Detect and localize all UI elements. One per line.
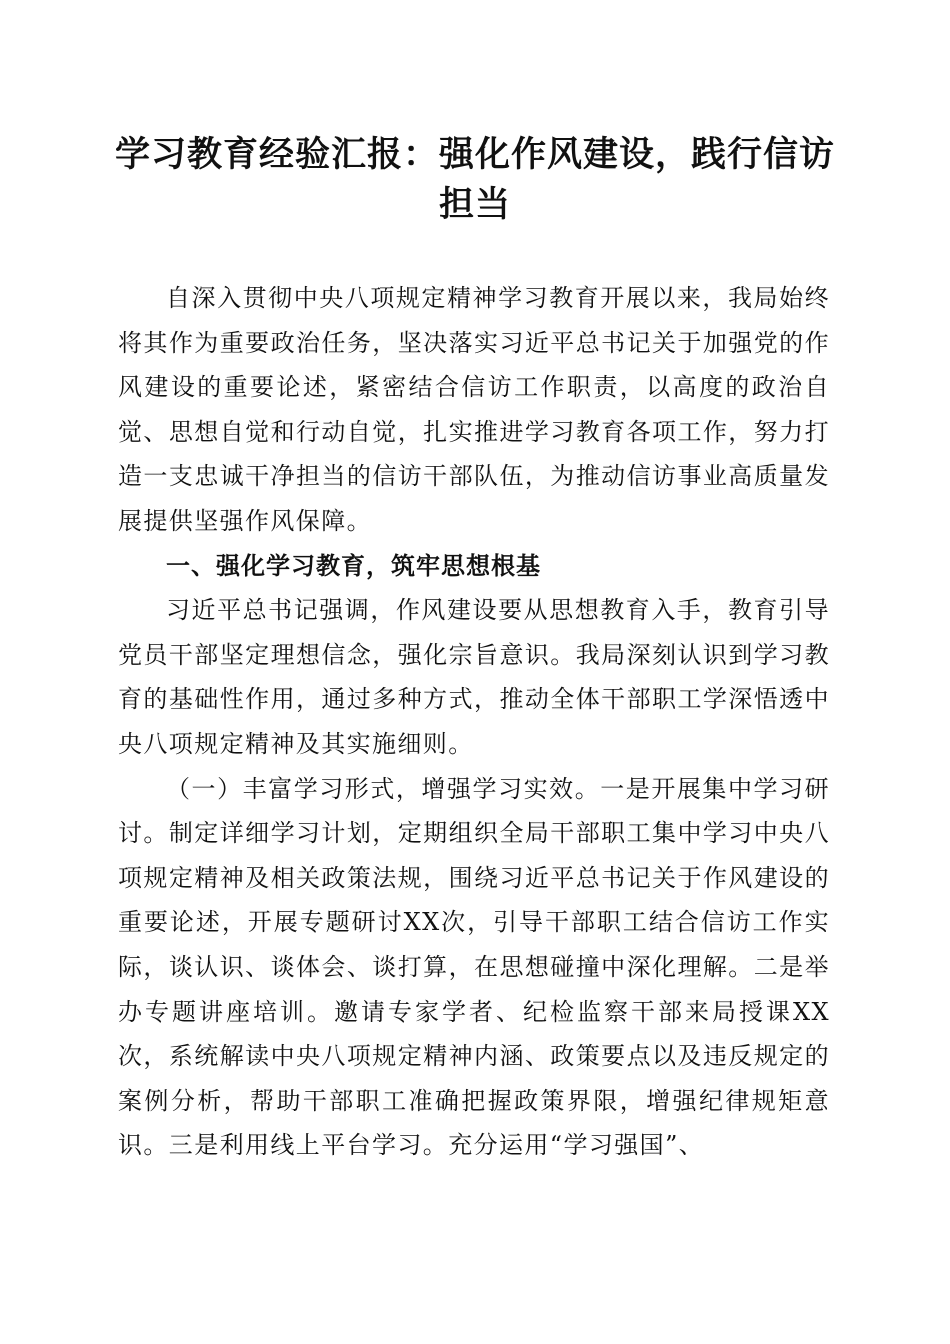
body-paragraph: （一）丰富学习形式，增强学习实效。一是开展集中学习研讨。制定详细学习计划，定期组织全局干部职工集中学习中央八项规定精神及相关政策法规，围绕习近平总书记关于作风建设的重要论述，开展专题研讨XX次，引导干部职工结合信访工作实际，谈认识、谈体会、谈打算，在思想碰撞中深化理解。二是举办专题讲座培训。邀请专家学者、纪检监察干部来局授课XX次，系统解读中央八项规定精神内涵、政策要点以及违反规定的案例分析，帮助干部职工准确把握政策界限，增强纪律规矩意识。三是利用线上平台学习。充分运用“学习强国”、: [118, 774, 830, 1160]
section-heading: 一、强化学习教育，筑牢思想根基: [166, 551, 541, 580]
document-title: 学习教育经验汇报：强化作风建设，践行信访担当: [114, 134, 835, 225]
body-paragraph: 习近平总书记强调，作风建设要从思想教育入手，教育引导党员干部坚定理想信念，强化宗旨意识。我局深刻认识到学习教育的基础性作用，通过多种方式，推动全体干部职工学深悟透中央八项规定精神及其实施细则。: [118, 596, 830, 758]
document-body: [118, 276, 830, 1168]
intro-paragraph: 自深入贯彻中央八项规定精神学习教育开展以来，我局始终将其作为重要政治任务，坚决落实习近平总书记关于加强党的作风建设的重要论述，紧密结合信访工作职责，以高度的政治自觉、思想自觉和行动自觉，扎实推进学习教育各项工作，努力打造一支忠诚干净担当的信访干部队伍，为推动信访事业高质量发展提供坚强作风保障。: [118, 284, 830, 535]
